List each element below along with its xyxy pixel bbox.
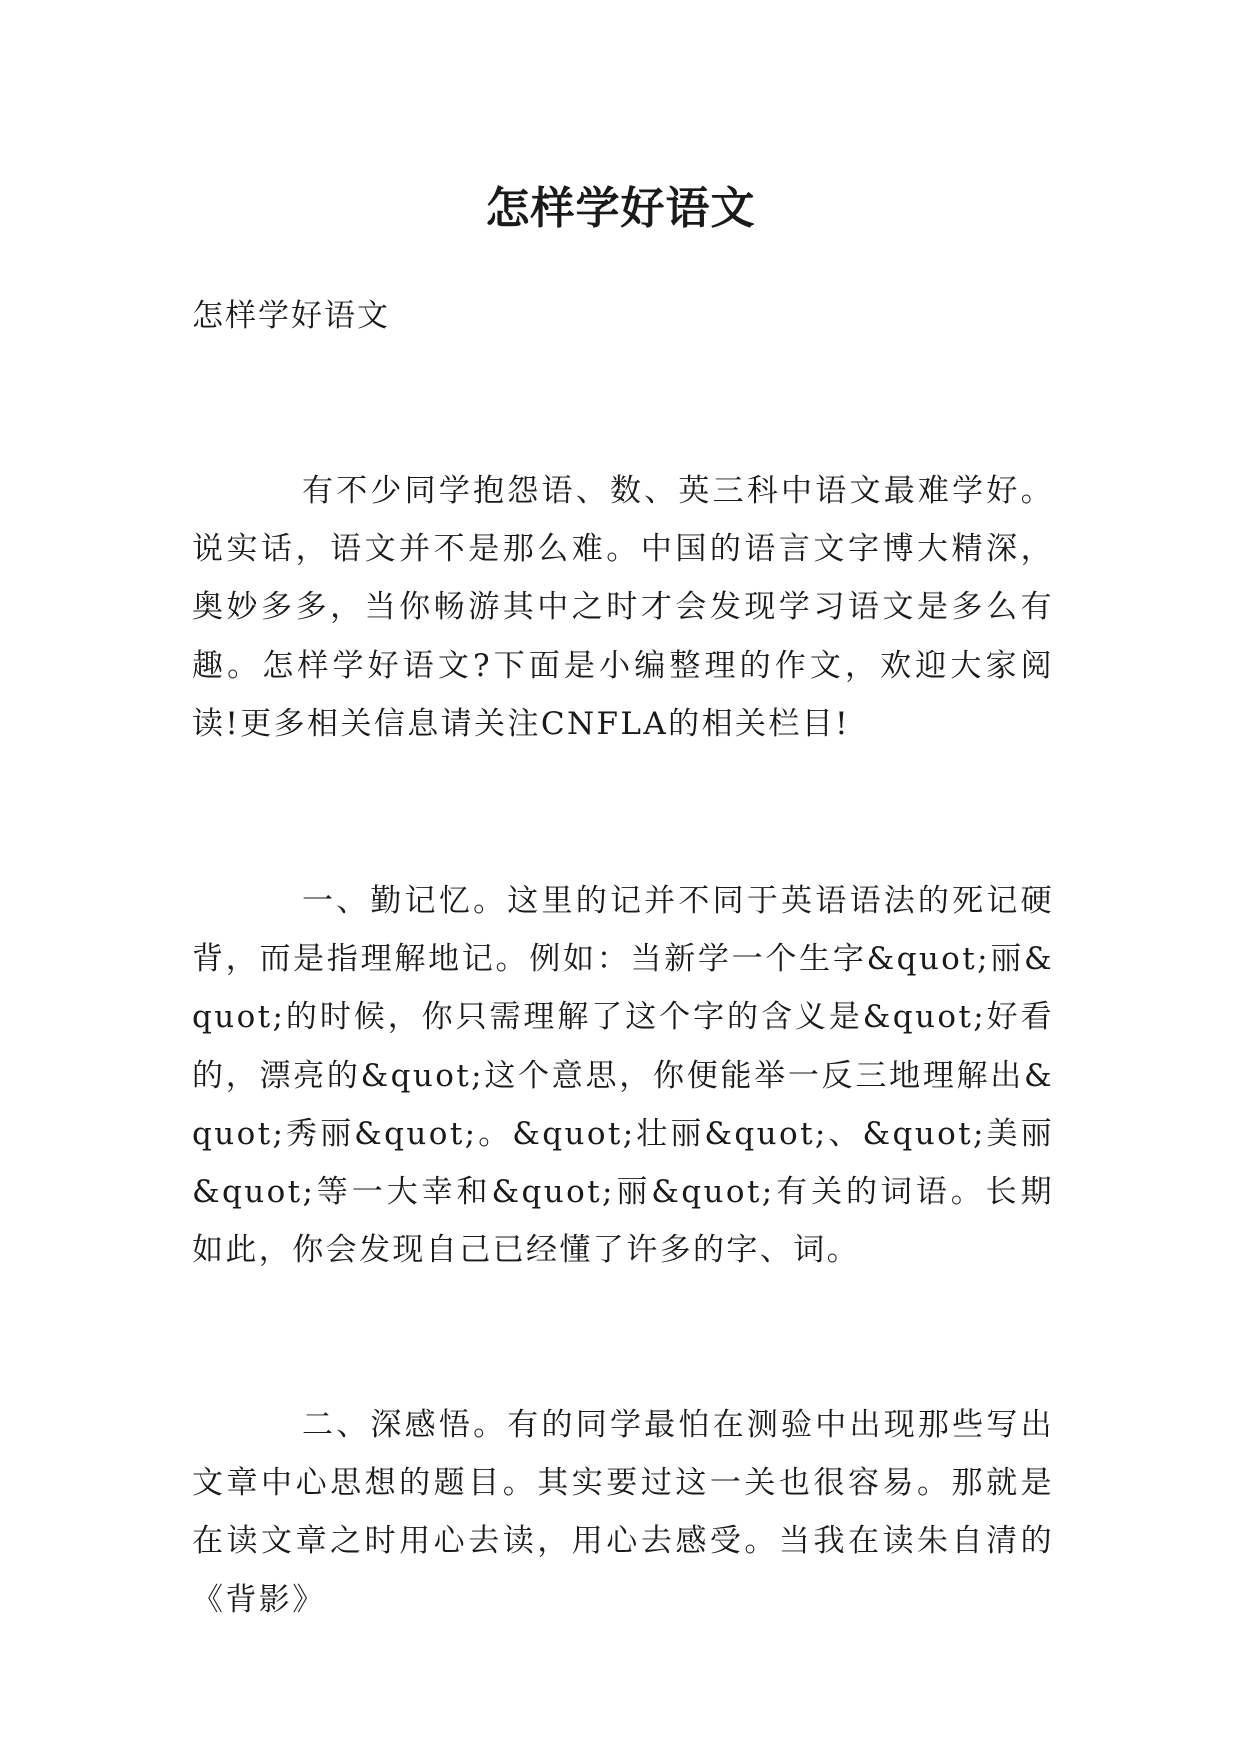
document-title: 怎样学好语文: [485, 183, 756, 235]
paragraph-memory: 一、勤记忆。这里的记并不同于英语语法的死记硬背，而是指理解地记。例如：当新学一个生字&quot;丽&quot;的时候，你只需理解了这个字的含义是&quot;好看的，漂亮的&quot;这个意思，你便能举一反三地理解出&quot;秀丽&quot;。&quot;壮丽&quot;、&quot;美丽&quot;等一大幸和&quot;丽&quot;有关的词语。长期如此，你会发现自己已经懂了许多的字、词。: [192, 883, 1054, 1269]
document-subtitle: 怎样学好语文: [192, 298, 390, 334]
paragraph-intro: 有不少同学抱怨语、数、英三科中语文最难学好。说实话，语文并不是那么难。中国的语言文字博大精深，奥妙多多，当你畅游其中之时才会发现学习语文是多么有趣。怎样学好语文?下面是小编整理的作文，欢迎大家阅读!更多相关信息请关注CNFLA的相关栏目!: [192, 473, 1054, 742]
paragraph-insight: 二、深感悟。有的同学最怕在测验中出现那些写出文章中心思想的题目。其实要过这一关也很容易。那就是在读文章之时用心去读，用心去感受。当我在读朱自清的《背影》: [192, 1407, 1054, 1618]
